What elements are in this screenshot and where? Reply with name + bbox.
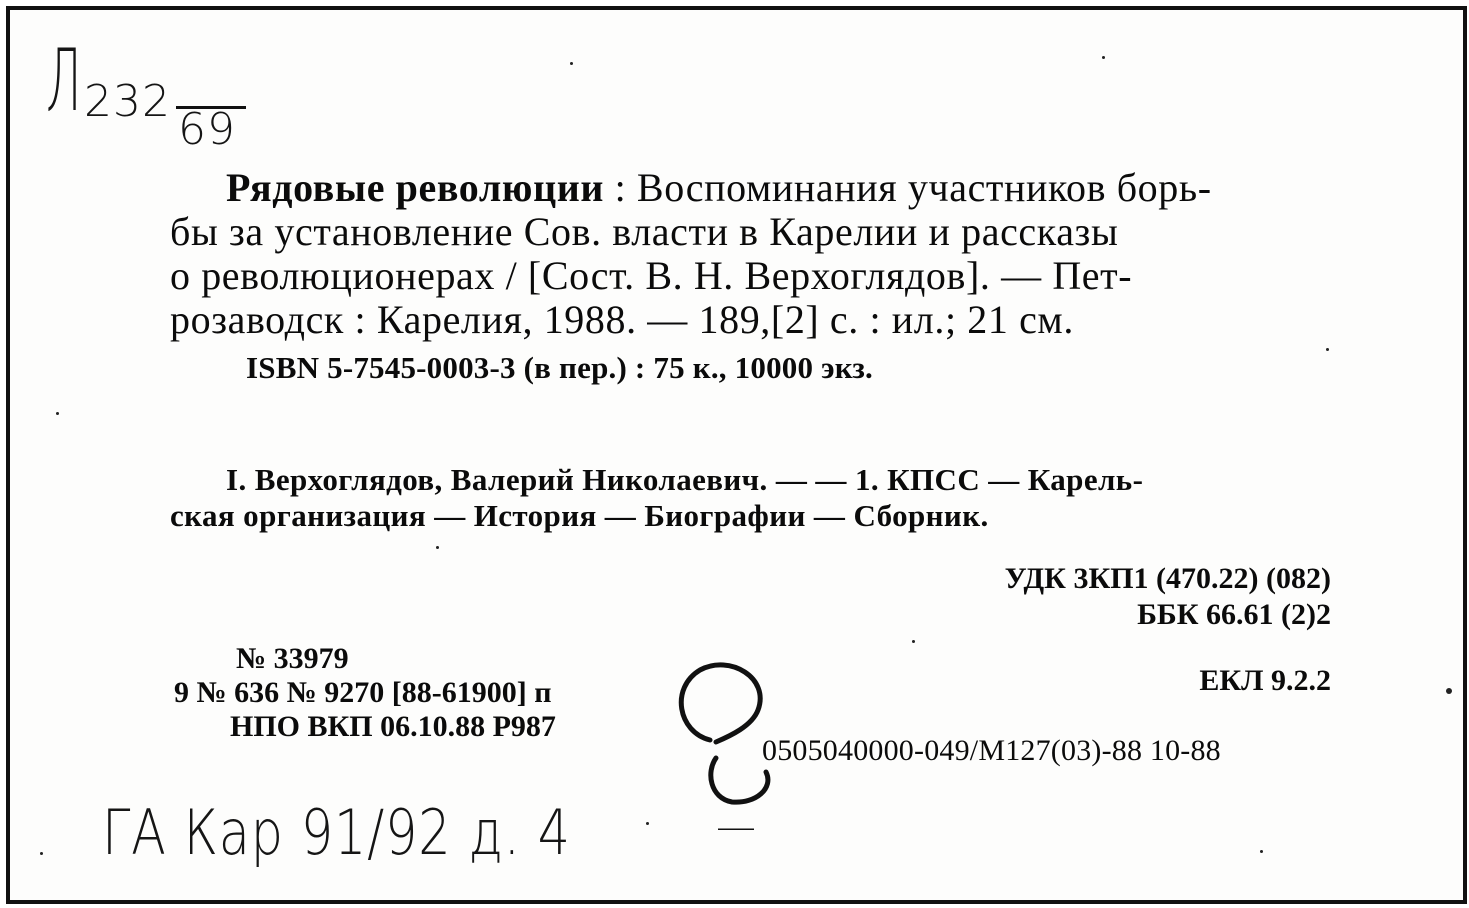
description-line-4 (170, 297, 1074, 342)
subject-line-1: I. Верхоглядов, Валерий Николаевич. — — 1. КПСС — Карель- (226, 462, 1144, 497)
description-text: бы за установление Сов. власти в Карелии и рассказы (170, 209, 1119, 254)
dust-speck (570, 62, 573, 65)
isbn-line: ISBN 5-7545-0003-3 (в пер.) : 75 к., 10000 экз. (246, 350, 873, 385)
description-line-2 (170, 209, 1119, 254)
dust-speck (646, 822, 649, 825)
book-title: Рядовые революции (226, 165, 605, 210)
imprint-line-1: № 33979 (236, 642, 349, 675)
imprint-line-3: НПО ВКП 06.10.88 Р987 (230, 710, 556, 743)
dust-speck (56, 412, 59, 415)
archive-handwritten-mark: ГА Кар 91/92 д. 4 (102, 796, 571, 869)
dust-speck (1102, 56, 1105, 59)
dust-speck (436, 546, 439, 549)
udk-index: УДК 3КП1 (470.22) (082) (1004, 562, 1331, 595)
description-text: розаводск : Карелия, 1988. — 189,[2] с. : ил.; 21 см. (170, 297, 1074, 342)
description-line-3 (170, 253, 1133, 298)
shelfmark-letter: Л (46, 31, 83, 131)
dust-speck (1446, 688, 1452, 694)
description-text: : Воспоминания участников борь- (604, 165, 1212, 210)
catalog-card (6, 6, 1467, 904)
shelfmark-number: 232 (84, 76, 171, 127)
imprint-line-2: 9 № 636 № 9270 [88-61900] п (174, 676, 552, 709)
dust-speck (40, 852, 43, 855)
dust-speck (1326, 348, 1329, 351)
description-line-1 (226, 165, 1212, 210)
publication-code: 0505040000-049/М127(03)-88 10-88 (762, 734, 1221, 767)
ekl-index: ЕКЛ 9.2.2 (1199, 664, 1331, 697)
dust-speck (912, 640, 915, 643)
bbk-index: ББК 66.61 (2)2 (1137, 598, 1331, 631)
dust-speck (1260, 850, 1263, 853)
shelfmark-subnumber: 69 (178, 104, 236, 155)
description-text: о революционерах / [Сост. В. Н. Верхоглядов]. — Пет- (170, 253, 1133, 298)
subject-line-2: ская организация — История — Биографии — Сборник. (170, 498, 989, 533)
